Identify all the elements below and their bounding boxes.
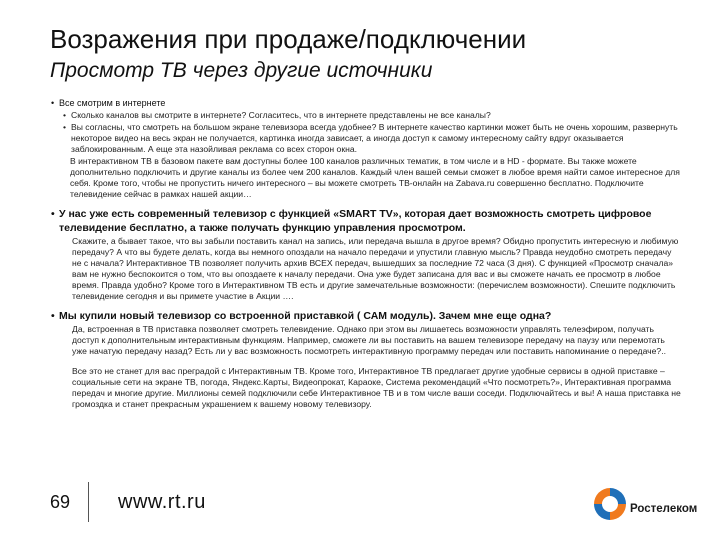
page-number: 69: [49, 492, 71, 512]
answer-internet: В интерактивном ТВ в базовом пакете вам доступны более 100 каналов различных тематик, в том числе и в HD - формате. Вы также можете дополнительно подключить и другие каналы из более чем 200 каналов. Каждый член вашей семьи сможет в любое время найти самое интересное для себя. Кроме того, чтобы не пропустить ничего интересного – вы можете смотреть ТВ-онлайн на Zabava.ru совершенно бесплатно. Подключите телевидение сейчас в рамках нашей акции…: [70, 156, 680, 199]
answer-cam-module-2: Все это не станет для вас преградой с Интерактивным ТВ. Кроме того, Интерактивное ТВ предлагает другие удобные сервисы в одной приставке – социальные сети на экране ТВ, погода, Яндекс.Карты, Видеопрокат, Караоке, Система рекомендаций «Что посмотреть?», Интерактивная программа передач и многие другие. Миллионы семей подключили себе Интерактивное ТВ и в том числе ваши соседи. Подключайтесь и вы! А наша приставка не громоздка и станет прекрасным украшением к вашему новому телевизору.: [72, 366, 681, 409]
question-channels: • Сколько каналов вы смотрите в интернете? Согласитесь, что в интернете представлены не все каналы?: [50, 110, 682, 121]
objection-bullet-smart-tv: • У нас уже есть современный телевизор с функцией «SMART TV», которая дает возможность смотреть цифровое телевидение бесплатно, а также получать функцию управления просмотром.: [50, 207, 682, 235]
brand-name: Ростелеком: [630, 503, 698, 515]
content-body: [50, 98, 682, 411]
question-big-screen: • Вы согласны, что смотреть на большом экране телевизора всегда удобнее? В интернете качество картинки может быть не очень хорошим, развернуть некоторое видео на весь экран не получается, картинка иногда зависает, а иногда доступ к самому интересному сайту вдруг оказывается заблокированным. А еще эта назойливая реклама со всех сторон окна.: [50, 122, 682, 155]
objection-bullet-internet: • Все смотрим в интернете: [50, 98, 682, 109]
answer-smart-tv: Скажите, а бывает такое, что вы забыли поставить канал на запись, или передача вышла в другое время? Обидно пропустить интересную и любимую передачу? А что вы будете делать, когда вы немного опоздали на начало передачи и упустили главную мысль? Правда неудобно смотреть передачу не с начала? Интерактивное ТВ позволяет получить архив ВСЕХ передач, вышедших за последние 72 часа (3 дня). С функцией «Просмотр сначала» вам не нужно беспокоится о том, что вы опоздаете к началу передачи. Она уже будет записана для вас и вы сможете начать ее просмотр в любое время. Правда удобно? Кроме того в Интерактивном ТВ есть и другие замечательные возможности: (перечислем возможности). Спешите подключить телевидение сегодня и вы примете участие в Акции ….: [72, 236, 679, 301]
answer-cam-module-1: Да, встроенная в ТВ приставка позволяет смотреть телевидение. Однако при этом вы лишаетесь возможности управлять телеэфиром, получать доступ к дополнительным интерактивным функциям. Например, сможете ли вы поставить на вашем телевизоре передачу на паузу или перемотать уже начатую передачу назад? Есть ли у вас возможность посмотреть интерактивную программу передач или поставить напоминание о передаче?..: [72, 324, 666, 356]
objection-bullet-cam-module: • Мы купили новый телевизор со встроенной приставкой ( САМ модуль). Зачем мне еще одна?: [50, 309, 682, 323]
rostelecom-logo-icon: [590, 484, 630, 524]
footer-url: www.rt.ru: [118, 491, 206, 513]
slide-title: Возражения при продаже/подключении: [50, 24, 527, 54]
footer-divider: [88, 482, 89, 522]
slide-subtitle: Просмотр ТВ через другие источники: [50, 59, 433, 82]
